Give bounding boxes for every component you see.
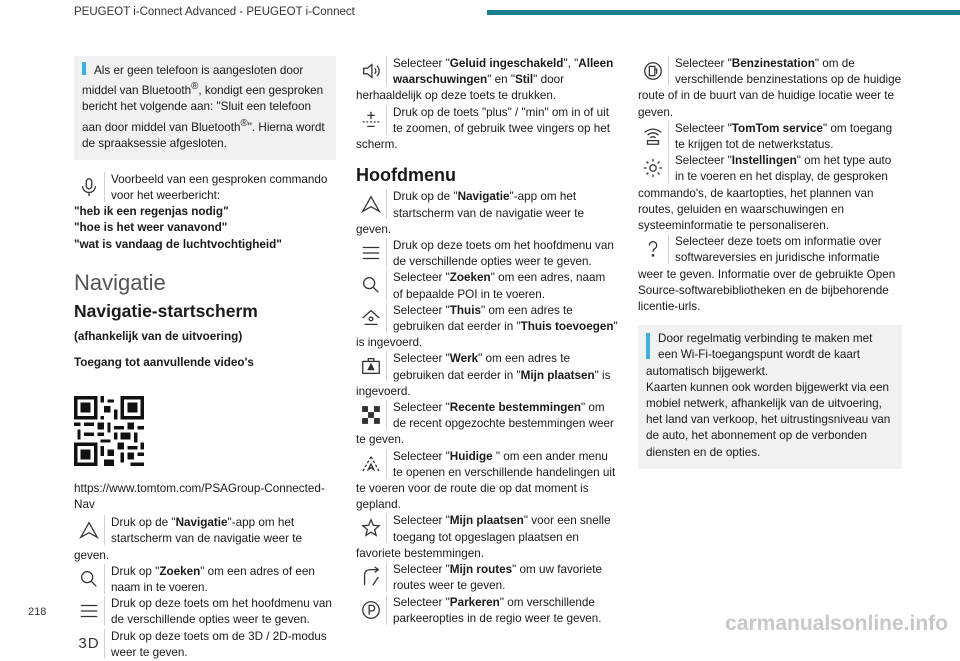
- m-nav-entry: [356, 189, 618, 238]
- column-2: [356, 56, 618, 627]
- voice-intro-text: Voorbeeld van een gesproken commando voor het weerbericht:: [111, 172, 328, 202]
- text-bold: Mijn routes: [449, 563, 513, 577]
- m-routes-entry: [356, 562, 618, 594]
- voice-example: [74, 172, 336, 204]
- search-icon: [74, 564, 105, 594]
- text: ", ": [563, 57, 579, 70]
- star-icon: [356, 513, 387, 543]
- m-home-entry: [356, 303, 618, 352]
- note-text: Kaarten kunnen ook worden bijgewerkt via een mobiel netwerk, afhankelijk van de uitvoering, het land van verkoop, het uitrustingsniveau van de auto, het abonnement op de verbonden diensten en de opties.: [646, 380, 891, 459]
- navigation-arrow-icon: [356, 189, 387, 219]
- tomtom-entry: [638, 121, 902, 153]
- nav-app-entry: [74, 515, 336, 564]
- speaker-icon: [356, 56, 387, 86]
- voice-command-1: "heb ik een regenjas nodig": [74, 205, 229, 219]
- network-service-icon: [638, 121, 669, 151]
- question-mark-icon: [638, 234, 669, 264]
- text: " om verschillende parkeeropties in de regio weer te geven.: [393, 595, 602, 625]
- info-note-bluetooth: [74, 56, 336, 160]
- text: Selecteer deze toets om informatie over softwareversies en juridische informatie weer te geven. Informatie over de gebruikte Open Source-softwarebibliotheken en de bijbehorende licentie-urls.: [638, 235, 896, 314]
- info-marker: [82, 62, 86, 75]
- page-number: 218: [28, 606, 47, 618]
- text-bold: TomTom service: [731, 121, 823, 135]
- 3d-entry: [74, 629, 336, 661]
- fuel-station-icon: [638, 56, 669, 86]
- reg-mark: ®: [240, 117, 248, 129]
- zoom-entry: [356, 105, 618, 154]
- info-entry: [638, 234, 902, 315]
- search-icon: [356, 270, 387, 300]
- text: " voor een snelle toegang tot opgeslagen plaatsen en favoriete bestemmingen.: [356, 514, 611, 560]
- m-places-entry: [356, 513, 618, 562]
- settings-entry: [638, 153, 902, 234]
- page-header-title: PEUGEOT i-Connect Advanced - PEUGEOT i-Connect: [74, 6, 355, 18]
- text: " om de verschillende benzinestations op de huidige route of in de buurt van de huidige locatie weer te geven.: [638, 57, 902, 119]
- m-current-entry: [356, 449, 618, 514]
- text-bold: Zoeken: [449, 271, 491, 285]
- note-text: , kondigt een gesproken bericht het volgende aan: "Sluit een telefoon aan door middel van Bluetooth: [82, 84, 324, 134]
- search-entry: [74, 564, 336, 596]
- m-menu-entry: [356, 238, 618, 270]
- text: "-app om het startscherm van de navigatie weer te geven.: [74, 516, 302, 562]
- note-text: Als er geen telefoon is aangesloten door middel van Bluetooth: [82, 64, 304, 98]
- text: Druk op deze toets om de 3D / 2D-modus weer te geven.: [111, 629, 327, 659]
- text: Druk op deze toets om het hoofdmenu van de verschillende opties weer te geven.: [111, 597, 332, 627]
- text: Druk op deze toets om het hoofdmenu van de verschillende opties weer te geven.: [393, 239, 614, 269]
- work-icon: [356, 351, 387, 381]
- text: " om het type auto in te voeren en het display, de gesproken commando's, de kaartopties, het plannen van routes, geluiden en waarschuwingen en systeeminformatie te personaliseren.: [638, 154, 892, 233]
- text-bold: Thuis: [449, 303, 481, 317]
- text: Selecteer ": [675, 154, 732, 168]
- video-title: Toegang tot aanvullende video's: [74, 356, 254, 370]
- text-bold: Navigatie: [457, 190, 510, 204]
- text-bold: Instellingen: [731, 154, 797, 168]
- text: Druk op ": [111, 564, 160, 578]
- text: " om de recent opgezochte bestemmingen weer te geven.: [356, 401, 614, 447]
- reg-mark: ®: [191, 81, 199, 93]
- text-bold: Parkeren: [449, 595, 500, 609]
- m-recent-entry: [356, 400, 618, 449]
- text: Selecteer ": [393, 303, 450, 317]
- video-url[interactable]: https://www.tomtom.com/PSAGroup-Connected-Nav: [74, 481, 325, 512]
- qr-code-icon: [74, 396, 144, 466]
- current-route-icon: [356, 449, 387, 479]
- voice-command-2: "hoe is het weer vanavond": [74, 221, 228, 235]
- m-parking-entry: [356, 595, 618, 627]
- text: Druk op de toets "plus" / "min" om in of uit te zoomen, of gebruik twee vingers op het scherm.: [356, 105, 610, 152]
- menu-entry: [74, 596, 336, 628]
- microphone-icon: [74, 172, 105, 202]
- text: " door herhaaldelijk op deze toets te drukken.: [356, 73, 564, 103]
- text: " om een adres te gebruiken dat eerder in ": [393, 352, 571, 382]
- home-icon: [356, 303, 387, 333]
- m-work-entry: [356, 351, 618, 400]
- text: Druk op de ": [393, 190, 458, 204]
- text-bold: Navigatie: [175, 516, 228, 530]
- text: " en ": [487, 73, 515, 87]
- text: Druk op de ": [111, 516, 176, 530]
- 3d-icon: [74, 629, 105, 659]
- navigation-arrow-icon: [74, 515, 105, 545]
- menu-icon: [74, 596, 105, 626]
- text: Selecteer ": [393, 271, 450, 285]
- text-bold: Zoeken: [159, 564, 201, 578]
- text: " om een adres, naam of bepaalde POI in te voeren.: [393, 271, 606, 301]
- text: " om een adres te gebruiken dat eerder in ": [393, 303, 573, 334]
- subsection-title: Navigatie-startscherm: [74, 301, 258, 322]
- text-bold: Stil: [514, 73, 534, 87]
- text: Selecteer ": [393, 352, 450, 366]
- text-bold: Werk: [449, 352, 479, 366]
- column-1: [74, 56, 336, 661]
- column-3: [638, 56, 902, 481]
- gear-icon: [638, 153, 669, 183]
- section-title: Navigatie: [74, 269, 166, 295]
- routes-icon: [356, 562, 387, 592]
- text: Selecteer ": [393, 514, 450, 528]
- text: " om een adres of een naam in te voeren.: [111, 564, 315, 595]
- zoom-plus-minus-icon: [356, 105, 387, 135]
- text-bold: Recente bestemmingen: [449, 401, 581, 415]
- recent-destinations-icon: [356, 400, 387, 430]
- sound-entry: [356, 56, 618, 105]
- text: Selecteer ": [393, 449, 450, 463]
- text: Selecteer ": [675, 57, 732, 70]
- text-bold: Geluid ingeschakeld: [449, 57, 564, 70]
- text: Selecteer ": [675, 121, 732, 135]
- text: Selecteer ": [393, 401, 450, 415]
- version-note: (afhankelijk van de uitvoering): [74, 330, 243, 344]
- text: " om uw favoriete routes weer te geven.: [393, 563, 603, 593]
- text: "-app om het startscherm van de navigatie weer te geven.: [356, 190, 584, 236]
- text-bold: Mijn plaatsen: [520, 368, 595, 382]
- note-text: ". Hierna wordt de spraaksessie afgesloten.: [82, 120, 325, 150]
- text: " om toegang te krijgen tot de netwerkstatus.: [675, 121, 893, 152]
- text-bold: Mijn plaatsen: [449, 514, 524, 528]
- menu-icon: [356, 238, 387, 268]
- 3d-label: 3D: [78, 634, 100, 652]
- watermark: carmanualsonline.info: [725, 612, 948, 635]
- m-search-entry: [356, 270, 618, 302]
- main-menu-heading: Hoofdmenu: [356, 165, 456, 186]
- text: Selecteer ": [393, 563, 450, 577]
- text: " is ingevoerd.: [356, 368, 611, 398]
- text: Selecteer ": [393, 595, 450, 609]
- parking-icon: [356, 595, 387, 625]
- text: " is ingevoerd.: [356, 320, 618, 350]
- text-bold: Huidige: [449, 449, 496, 463]
- text: " om een ander menu te openen en verschillende handelingen uit te voeren voor de route die op dat moment is gepland.: [356, 449, 616, 512]
- voice-command-3: "wat is vandaag de luchtvochtigheid": [74, 237, 282, 251]
- header-accent-bar: [487, 10, 960, 15]
- text-bold: Alleen waarschuwingen: [393, 57, 614, 87]
- info-marker: [646, 333, 650, 359]
- text-bold: Thuis toevoegen: [520, 320, 614, 334]
- note-text: Door regelmatig verbinding te maken met een Wi-Fi-toegangspunt wordt de kaart automatisch bijgewerkt.: [646, 332, 873, 378]
- text-bold: Benzinestation: [731, 57, 815, 70]
- text: Selecteer ": [393, 57, 450, 70]
- fuel-entry: [638, 56, 902, 121]
- info-note-map-update: [638, 325, 902, 469]
